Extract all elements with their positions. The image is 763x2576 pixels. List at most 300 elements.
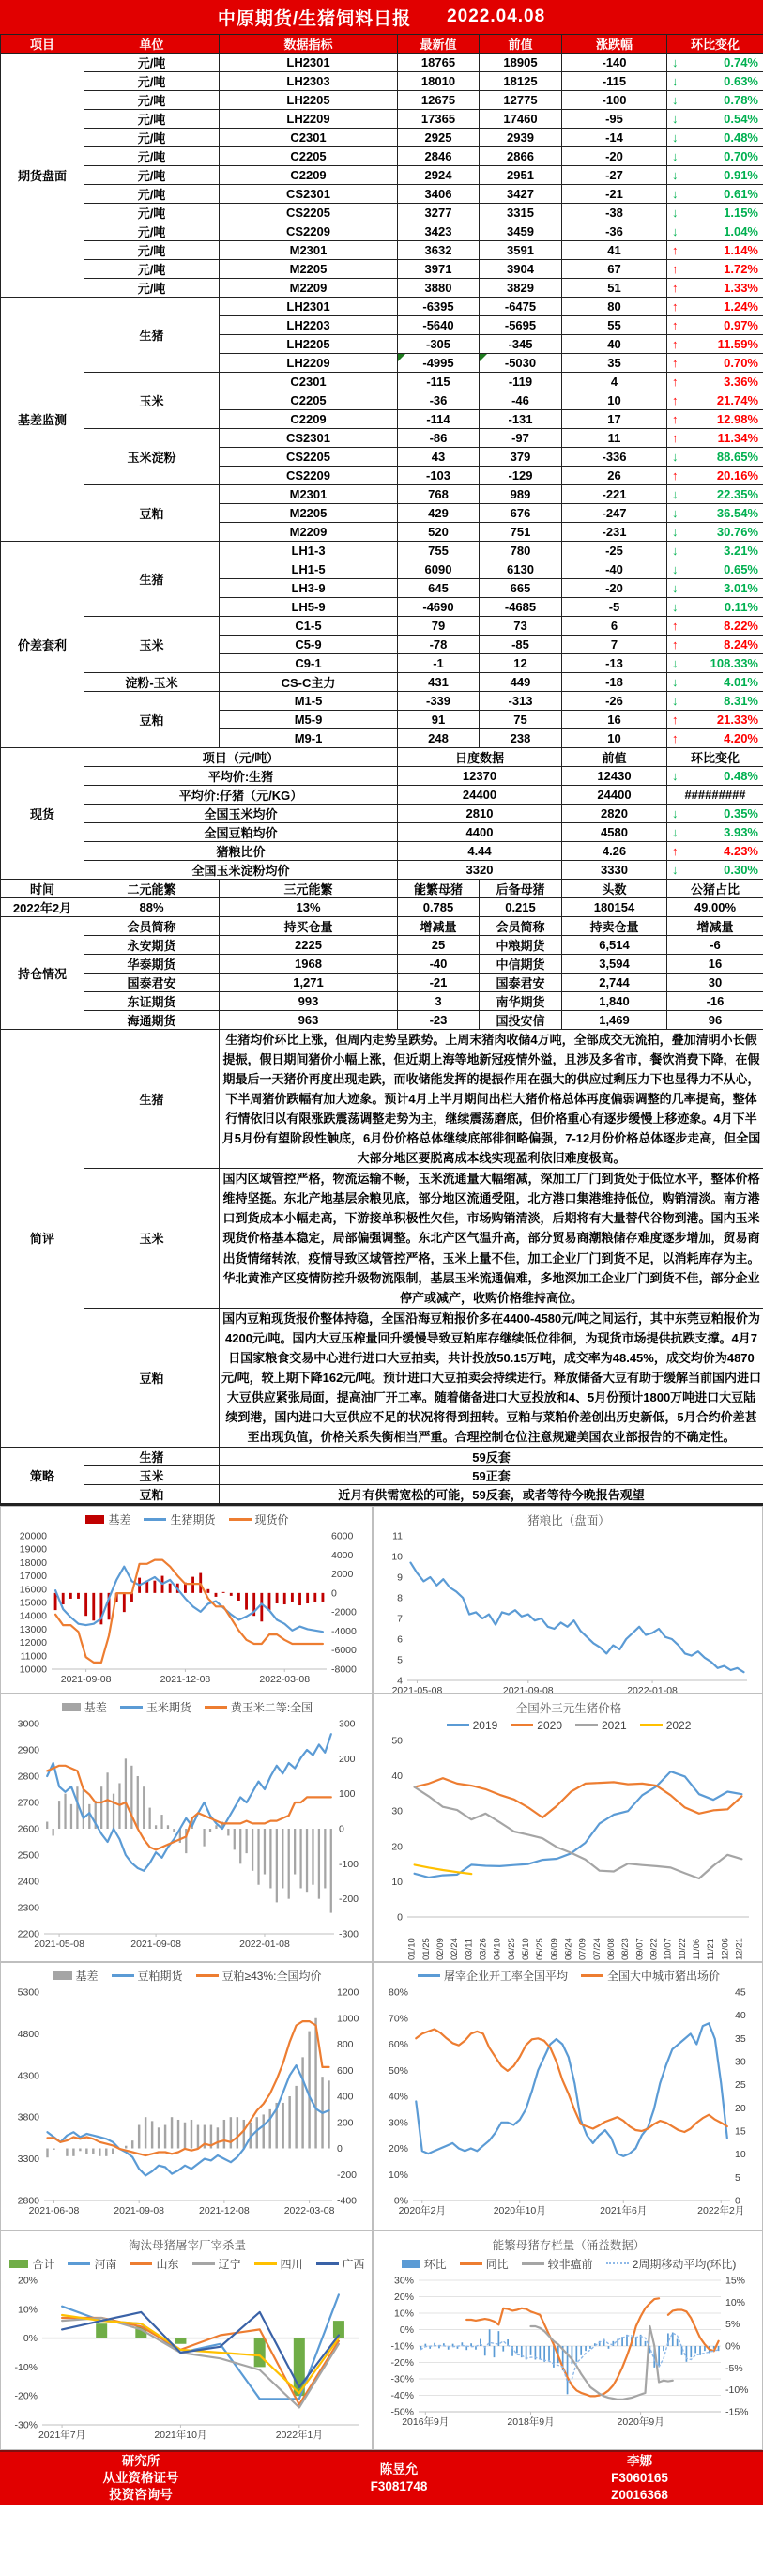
pct-cell bbox=[667, 298, 763, 316]
footer-text: 陈昱允 bbox=[379, 2461, 419, 2476]
svg-text:5: 5 bbox=[735, 2171, 740, 2184]
legend-label: 现货价 bbox=[254, 1512, 289, 1526]
table-row bbox=[1, 72, 763, 91]
latest-cell: 17365 bbox=[398, 110, 480, 129]
member-cell: 海通期货 bbox=[84, 1011, 220, 1030]
section-label: 价差套利 bbox=[1, 542, 84, 748]
svg-text:-20%: -20% bbox=[390, 2356, 414, 2369]
svg-text:2021-09-08: 2021-09-08 bbox=[130, 1938, 181, 1950]
arrow-down-icon: ↓ bbox=[672, 825, 679, 839]
volume-cell: 1,469 bbox=[562, 1011, 667, 1030]
spot-item-cell: 猪粮比价 bbox=[84, 842, 398, 861]
svg-text:03/26: 03/26 bbox=[478, 1938, 489, 1960]
svg-text:-2000: -2000 bbox=[331, 1606, 357, 1618]
pct-cell bbox=[667, 373, 763, 391]
svg-text:2020年9月: 2020年9月 bbox=[617, 2415, 664, 2428]
svg-text:19000: 19000 bbox=[19, 1543, 47, 1556]
change-cell: -14 bbox=[562, 129, 667, 147]
prev-cell: 2939 bbox=[480, 129, 562, 147]
pct-change: 4.20% bbox=[724, 731, 758, 745]
volume-cell: 2225 bbox=[220, 936, 398, 955]
legend-label: 生猪期货 bbox=[170, 1512, 216, 1526]
table-row bbox=[1, 54, 763, 72]
legend-item bbox=[68, 2256, 116, 2272]
svg-text:6: 6 bbox=[397, 1633, 403, 1646]
column-header: 涨跌幅 bbox=[562, 35, 667, 54]
svg-text:20%: 20% bbox=[17, 2275, 38, 2287]
latest-cell: 6090 bbox=[398, 560, 480, 579]
change-cell: -21 bbox=[562, 185, 667, 204]
table-row bbox=[1, 786, 763, 805]
column-header: 前值 bbox=[480, 35, 562, 54]
pct-cell bbox=[667, 129, 763, 147]
latest-cell: -4995 bbox=[398, 354, 480, 373]
column-header: 单位 bbox=[84, 35, 220, 54]
svg-text:-400: -400 bbox=[337, 2195, 358, 2207]
pct-cell bbox=[667, 91, 763, 110]
legend-item bbox=[581, 1968, 720, 1984]
footer-analyst-1 bbox=[282, 2452, 516, 2505]
change-cell: 35 bbox=[562, 354, 667, 373]
latest-cell: 3277 bbox=[398, 204, 480, 222]
group-label: 淀粉-玉米 bbox=[84, 673, 220, 692]
sow-data-cell: 13% bbox=[220, 898, 398, 917]
chart-legend bbox=[375, 2253, 762, 2273]
chart-canvas bbox=[3, 1716, 372, 1953]
svg-text:2022-03-08: 2022-03-08 bbox=[283, 2204, 335, 2216]
svg-text:800: 800 bbox=[337, 2038, 354, 2050]
arrow-up-icon: ↑ bbox=[672, 318, 679, 332]
prev-cell: 2951 bbox=[480, 166, 562, 185]
arrow-down-icon: ↓ bbox=[672, 581, 679, 595]
pct-change: 0.78% bbox=[724, 93, 758, 107]
legend-swatch bbox=[9, 2260, 28, 2268]
chart-canvas bbox=[3, 1528, 372, 1688]
svg-text:3300: 3300 bbox=[17, 2154, 39, 2166]
pct-cell bbox=[667, 542, 763, 560]
legend-label: 合计 bbox=[32, 2257, 55, 2271]
latest-cell: -115 bbox=[398, 373, 480, 391]
legend-item bbox=[112, 1968, 183, 1984]
volume-cell: 2,744 bbox=[562, 974, 667, 992]
change-cell: 41 bbox=[562, 241, 667, 260]
commodity-label: 生猪 bbox=[84, 1447, 220, 1465]
pct-cell bbox=[667, 241, 763, 260]
legend-label: 豆粕期货 bbox=[137, 1969, 183, 1983]
chart-cell-lh-basis bbox=[0, 1506, 373, 1694]
svg-text:2900: 2900 bbox=[17, 1744, 39, 1756]
unit-cell: 元/吨 bbox=[84, 166, 220, 185]
unit-cell: 元/吨 bbox=[84, 110, 220, 129]
indicator-cell: LH3-9 bbox=[220, 579, 398, 598]
legend-label: 辽宁 bbox=[218, 2257, 241, 2271]
volume-cell: -16 bbox=[667, 992, 763, 1011]
indicator-cell: C1-5 bbox=[220, 617, 398, 636]
pct-cell bbox=[667, 72, 763, 91]
chart-cull-sow-slaughter bbox=[3, 2233, 372, 2448]
pct-cell bbox=[667, 166, 763, 185]
table-row bbox=[1, 204, 763, 222]
chart-corn-basis bbox=[3, 1696, 372, 1957]
svg-text:1000: 1000 bbox=[337, 2013, 359, 2025]
svg-text:05/25: 05/25 bbox=[535, 1938, 546, 1960]
volume-cell: 3,594 bbox=[562, 955, 667, 974]
svg-text:2021年10月: 2021年10月 bbox=[154, 2429, 207, 2441]
group-label: 玉米 bbox=[84, 617, 220, 673]
svg-text:-30%: -30% bbox=[390, 2373, 414, 2385]
legend-item bbox=[418, 1968, 568, 1984]
arrow-up-icon: ↑ bbox=[672, 713, 679, 727]
pct-change: 0.30% bbox=[724, 863, 758, 877]
arrow-down-icon: ↓ bbox=[672, 187, 679, 201]
indicator-cell: M1-5 bbox=[220, 692, 398, 711]
arrow-up-icon: ↑ bbox=[672, 637, 679, 652]
svg-text:04/10: 04/10 bbox=[492, 1938, 503, 1960]
section-label: 基差监测 bbox=[1, 298, 84, 542]
svg-text:2022年1月: 2022年1月 bbox=[275, 2429, 323, 2441]
change-cell: -27 bbox=[562, 166, 667, 185]
member-cell: 国投安信 bbox=[480, 1011, 562, 1030]
arrow-up-icon: ↑ bbox=[672, 281, 679, 295]
legend-swatch bbox=[62, 1703, 81, 1711]
change-cell: 16 bbox=[562, 711, 667, 729]
prev-cell: 73 bbox=[480, 617, 562, 636]
column-header: 二元能繁 bbox=[84, 880, 220, 898]
prev-cell: -85 bbox=[480, 636, 562, 654]
legend-item bbox=[316, 2256, 365, 2272]
legend-item bbox=[640, 1719, 692, 1732]
indicator-cell: M2301 bbox=[220, 485, 398, 504]
pct-change: 0.54% bbox=[724, 112, 758, 126]
svg-text:10: 10 bbox=[735, 2149, 746, 2161]
footer-analyst-2 bbox=[516, 2452, 763, 2505]
comment-text: 国内区域管控严格，物流运输不畅，玉米流通量大幅缩减，深加工厂门到货处于低位水平，整体价格维持坚挺。东北产地基层余粮见底，部分地区流通受阻，北方港口集港维持低位，购销清淡。南方港口到货成本小幅走高，下游接单积极性欠佳，市场购销清淡，后期将有大量替代谷物到港。国内玉米现货价格基本稳定，局部偏强调整。东北产区气温升高，部分贸易商潮粮储存难度逐步增加，贸易商出货情绪转浓，疫情导致区域管控严格，玉米上量不佳，加工企业厂门到货不足，以消耗库存为主。华北黄淮产区疫情防控升级物流限制，基层玉米流通偏难，多地深加工企业厂门到货不佳，部分企业停产或减产，收购价格维持高位。 bbox=[220, 1169, 763, 1308]
svg-text:11: 11 bbox=[392, 1530, 403, 1542]
member-cell: 国泰君安 bbox=[84, 974, 220, 992]
indicator-cell: M2301 bbox=[220, 241, 398, 260]
volume-cell: 6,514 bbox=[562, 936, 667, 955]
indicator-cell: M5-9 bbox=[220, 711, 398, 729]
svg-text:2020年10月: 2020年10月 bbox=[493, 2204, 546, 2216]
prev-cell: 3829 bbox=[480, 279, 562, 298]
legend-swatch bbox=[511, 1724, 533, 1726]
svg-text:400: 400 bbox=[337, 2091, 354, 2103]
prev-cell: 449 bbox=[480, 673, 562, 692]
svg-text:60%: 60% bbox=[388, 2038, 408, 2050]
chart-canvas bbox=[375, 1733, 758, 1962]
pct-change: 4.23% bbox=[724, 844, 758, 858]
arrow-down-icon: ↓ bbox=[672, 130, 679, 145]
report-footer bbox=[0, 2450, 763, 2505]
volume-cell: 1968 bbox=[220, 955, 398, 974]
legend-swatch bbox=[205, 1706, 227, 1709]
prev-cell: 3315 bbox=[480, 204, 562, 222]
prev-cell: -119 bbox=[480, 373, 562, 391]
legend-label: 2021 bbox=[602, 1718, 627, 1732]
svg-text:17000: 17000 bbox=[19, 1571, 47, 1583]
table-row bbox=[1, 373, 763, 391]
arrow-down-icon: ↓ bbox=[672, 74, 679, 88]
arrow-down-icon: ↓ bbox=[672, 93, 679, 107]
pct-cell bbox=[667, 391, 763, 410]
column-header: 增减量 bbox=[398, 917, 480, 936]
svg-text:2800: 2800 bbox=[17, 2195, 39, 2207]
pct-cell bbox=[667, 523, 763, 542]
pct-change: 1.14% bbox=[724, 243, 758, 257]
svg-text:-300: -300 bbox=[339, 1928, 359, 1940]
unit-cell: 元/吨 bbox=[84, 147, 220, 166]
legend-label: 豆粕≥43%:全国均价 bbox=[221, 1969, 322, 1983]
arrow-up-icon: ↑ bbox=[672, 844, 679, 858]
volume-cell: 16 bbox=[667, 955, 763, 974]
pct-cell bbox=[667, 110, 763, 129]
svg-text:2021-05-08: 2021-05-08 bbox=[391, 1684, 443, 1694]
pct-change: 0.70% bbox=[724, 356, 758, 370]
pct-change: 0.61% bbox=[724, 187, 758, 201]
prev-cell: 989 bbox=[480, 485, 562, 504]
legend-item bbox=[144, 1511, 215, 1527]
member-cell: 华泰期货 bbox=[84, 955, 220, 974]
latest-cell: -305 bbox=[398, 335, 480, 354]
latest-cell: -114 bbox=[398, 410, 480, 429]
svg-text:2020年2月: 2020年2月 bbox=[398, 2204, 446, 2216]
pct-change: 8.22% bbox=[724, 619, 758, 633]
table-row bbox=[1, 1030, 763, 1169]
prev-cell: 18125 bbox=[480, 72, 562, 91]
legend-item bbox=[606, 2256, 737, 2272]
strategy-text: 59正套 bbox=[220, 1465, 763, 1484]
footer-text: F3060165 bbox=[611, 2470, 668, 2485]
column-header: 会员简称 bbox=[84, 917, 220, 936]
footer-text: 李娜 bbox=[627, 2453, 652, 2468]
arrow-down-icon: ↓ bbox=[672, 544, 679, 558]
column-header: 公猪占比 bbox=[667, 880, 763, 898]
chart-title: 能繁母猪存栏量（涌益数据） bbox=[492, 2238, 646, 2252]
legend-label: 同比 bbox=[485, 2257, 509, 2271]
chart-canvas bbox=[3, 2273, 372, 2444]
chart-cell-sow-inventory bbox=[373, 2231, 763, 2450]
group-label: 玉米淀粉 bbox=[84, 429, 220, 485]
arrow-up-icon: ↑ bbox=[672, 375, 679, 389]
pct-change: 8.24% bbox=[724, 637, 758, 652]
chart-legend bbox=[3, 1696, 372, 1716]
arrow-up-icon: ↑ bbox=[672, 337, 679, 351]
prev-cell: 665 bbox=[480, 579, 562, 598]
table-row bbox=[1, 260, 763, 279]
prev-cell: 676 bbox=[480, 504, 562, 523]
arrow-down-icon: ↓ bbox=[672, 562, 679, 576]
arrow-down-icon: ↓ bbox=[672, 450, 679, 464]
latest-cell: 43 bbox=[398, 448, 480, 467]
svg-text:01/25: 01/25 bbox=[420, 1938, 432, 1960]
pct-change: 0.63% bbox=[724, 74, 758, 88]
chart-cell-hog-price-seasonal bbox=[373, 1694, 763, 1962]
indicator-cell: CS2205 bbox=[220, 448, 398, 467]
commodity-label: 生猪 bbox=[84, 1030, 220, 1169]
svg-text:5: 5 bbox=[397, 1654, 403, 1666]
svg-text:10000: 10000 bbox=[19, 1664, 47, 1676]
table-row bbox=[1, 823, 763, 842]
pct-cell bbox=[667, 729, 763, 748]
svg-text:09/07: 09/07 bbox=[634, 1938, 646, 1960]
table-row bbox=[1, 898, 763, 917]
svg-text:15%: 15% bbox=[725, 2275, 746, 2287]
legend-label: 全国大中城市猪出场价 bbox=[607, 1969, 721, 1983]
table-row bbox=[1, 222, 763, 241]
sow-data-cell: 180154 bbox=[562, 898, 667, 917]
svg-text:40: 40 bbox=[391, 1771, 403, 1783]
legend-swatch bbox=[120, 1706, 143, 1709]
legend-label: 玉米期货 bbox=[145, 1700, 191, 1714]
indicator-cell: LH2205 bbox=[220, 335, 398, 354]
legend-item bbox=[9, 2256, 54, 2272]
svg-text:2021-09-08: 2021-09-08 bbox=[114, 2204, 165, 2216]
volume-cell: 993 bbox=[220, 992, 398, 1011]
legend-label: 山东 bbox=[156, 2257, 179, 2271]
indicator-cell: CS2209 bbox=[220, 467, 398, 485]
volume-cell: -6 bbox=[667, 936, 763, 955]
svg-text:10/07: 10/07 bbox=[663, 1938, 674, 1960]
indicator-cell: CS-C主力 bbox=[220, 673, 398, 692]
prev-cell: 12 bbox=[480, 654, 562, 673]
svg-text:0: 0 bbox=[339, 1823, 344, 1835]
svg-text:20000: 20000 bbox=[19, 1530, 47, 1542]
pct-cell bbox=[667, 260, 763, 279]
pct-cell bbox=[667, 767, 763, 786]
footer-text: 投资咨询号 bbox=[109, 2487, 173, 2502]
change-cell: -36 bbox=[562, 222, 667, 241]
chart-cell-corn-basis bbox=[0, 1694, 373, 1962]
legend-swatch bbox=[53, 1971, 72, 1980]
svg-text:4: 4 bbox=[397, 1675, 403, 1687]
spot-item-cell: 平均价:生猪 bbox=[84, 767, 398, 786]
chart-title: 猪粮比（盘面） bbox=[527, 1513, 610, 1527]
legend-item bbox=[575, 1719, 627, 1732]
latest-cell: 12675 bbox=[398, 91, 480, 110]
svg-text:12/21: 12/21 bbox=[734, 1938, 745, 1960]
column-header: 日度数据 bbox=[398, 748, 562, 767]
latest-cell: 3423 bbox=[398, 222, 480, 241]
legend-label: 屠宰企业开工率全国平均 bbox=[443, 1969, 568, 1983]
unit-cell: 元/吨 bbox=[84, 72, 220, 91]
svg-text:2021-05-08: 2021-05-08 bbox=[34, 1938, 84, 1950]
member-cell: 国泰君安 bbox=[480, 974, 562, 992]
svg-text:04/25: 04/25 bbox=[506, 1938, 517, 1960]
arrow-up-icon: ↑ bbox=[672, 356, 679, 370]
chart-meal-basis bbox=[3, 1965, 372, 2224]
svg-text:10%: 10% bbox=[393, 2308, 414, 2320]
svg-text:0: 0 bbox=[331, 1587, 337, 1600]
pct-cell bbox=[667, 147, 763, 166]
indicator-cell: C2301 bbox=[220, 373, 398, 391]
group-label: 豆粕 bbox=[84, 485, 220, 542]
svg-text:2600: 2600 bbox=[17, 1823, 39, 1835]
arrow-up-icon: ↑ bbox=[672, 262, 679, 276]
unit-cell: 元/吨 bbox=[84, 279, 220, 298]
svg-text:12/06: 12/06 bbox=[720, 1938, 731, 1960]
svg-text:2021-06-08: 2021-06-08 bbox=[28, 2204, 80, 2216]
svg-text:2022-01-08: 2022-01-08 bbox=[627, 1684, 678, 1694]
legend-item bbox=[229, 1511, 289, 1527]
unit-cell: 元/吨 bbox=[84, 185, 220, 204]
indicator-cell: C2209 bbox=[220, 166, 398, 185]
legend-item bbox=[130, 2256, 178, 2272]
pct-change: 108.33% bbox=[710, 656, 758, 670]
pct-change: 1.04% bbox=[724, 224, 758, 238]
chart-title: 淘汰母猪屠宰厂宰杀量 bbox=[128, 2238, 246, 2252]
svg-text:70%: 70% bbox=[388, 2013, 408, 2025]
pct-change: 0.11% bbox=[724, 600, 758, 614]
svg-text:10%: 10% bbox=[17, 2304, 38, 2316]
legend-label: 2周期移动平均(环比) bbox=[632, 2257, 737, 2271]
latest-cell: 2846 bbox=[398, 147, 480, 166]
svg-text:200: 200 bbox=[339, 1753, 356, 1765]
column-header: 持买仓量 bbox=[220, 917, 398, 936]
svg-text:2800: 2800 bbox=[17, 1771, 39, 1783]
footer-labels bbox=[0, 2452, 282, 2505]
legend-label: 2020 bbox=[537, 1718, 562, 1732]
arrow-up-icon: ↑ bbox=[672, 299, 679, 314]
legend-swatch bbox=[254, 2262, 277, 2265]
section-label: 策略 bbox=[1, 1447, 84, 1503]
spot-item-cell: 全国玉米淀粉均价 bbox=[84, 861, 398, 880]
pct-change: 1.15% bbox=[724, 206, 758, 220]
daily-value-cell: 3320 bbox=[398, 861, 562, 880]
prev-cell: -345 bbox=[480, 335, 562, 354]
arrow-down-icon: ↓ bbox=[672, 675, 679, 689]
pct-change: 11.59% bbox=[717, 337, 758, 351]
table-row bbox=[1, 992, 763, 1011]
table-row bbox=[1, 917, 763, 936]
prev-cell: 18905 bbox=[480, 54, 562, 72]
legend-item bbox=[120, 1699, 191, 1715]
legend-label: 基差 bbox=[108, 1512, 131, 1526]
pct-change: 88.65% bbox=[716, 450, 758, 464]
pct-cell bbox=[667, 617, 763, 636]
svg-text:08/08: 08/08 bbox=[605, 1938, 617, 1960]
svg-text:2021年7月: 2021年7月 bbox=[38, 2429, 86, 2441]
pct-change: 3.01% bbox=[724, 581, 758, 595]
prev-cell: 3459 bbox=[480, 222, 562, 241]
change-cell: -20 bbox=[562, 147, 667, 166]
legend-swatch bbox=[85, 1515, 104, 1524]
svg-text:35: 35 bbox=[735, 2032, 746, 2045]
svg-text:30: 30 bbox=[735, 2056, 746, 2068]
legend-label: 2019 bbox=[472, 1718, 498, 1732]
legend-label: 四川 bbox=[280, 2257, 303, 2271]
pct-change: 22.35% bbox=[716, 487, 758, 501]
pct-change: 1.72% bbox=[724, 262, 758, 276]
svg-text:0: 0 bbox=[735, 2195, 740, 2207]
svg-text:02/09: 02/09 bbox=[435, 1938, 446, 1960]
svg-text:-10%: -10% bbox=[725, 2384, 749, 2397]
svg-text:20: 20 bbox=[735, 2102, 746, 2114]
change-cell: 10 bbox=[562, 391, 667, 410]
svg-text:2021-12-08: 2021-12-08 bbox=[199, 2204, 250, 2216]
legend-swatch bbox=[192, 2262, 215, 2265]
pct-change: 11.34% bbox=[717, 431, 758, 445]
svg-text:06/09: 06/09 bbox=[549, 1938, 560, 1960]
table-row bbox=[1, 429, 763, 448]
legend-swatch bbox=[581, 1974, 603, 1977]
pct-cell bbox=[667, 467, 763, 485]
legend-swatch bbox=[460, 2262, 482, 2265]
svg-text:6000: 6000 bbox=[331, 1530, 354, 1542]
latest-cell: 3406 bbox=[398, 185, 480, 204]
change-cell: -100 bbox=[562, 91, 667, 110]
change-cell: -5 bbox=[562, 598, 667, 617]
pct-change: 20.16% bbox=[716, 468, 758, 483]
